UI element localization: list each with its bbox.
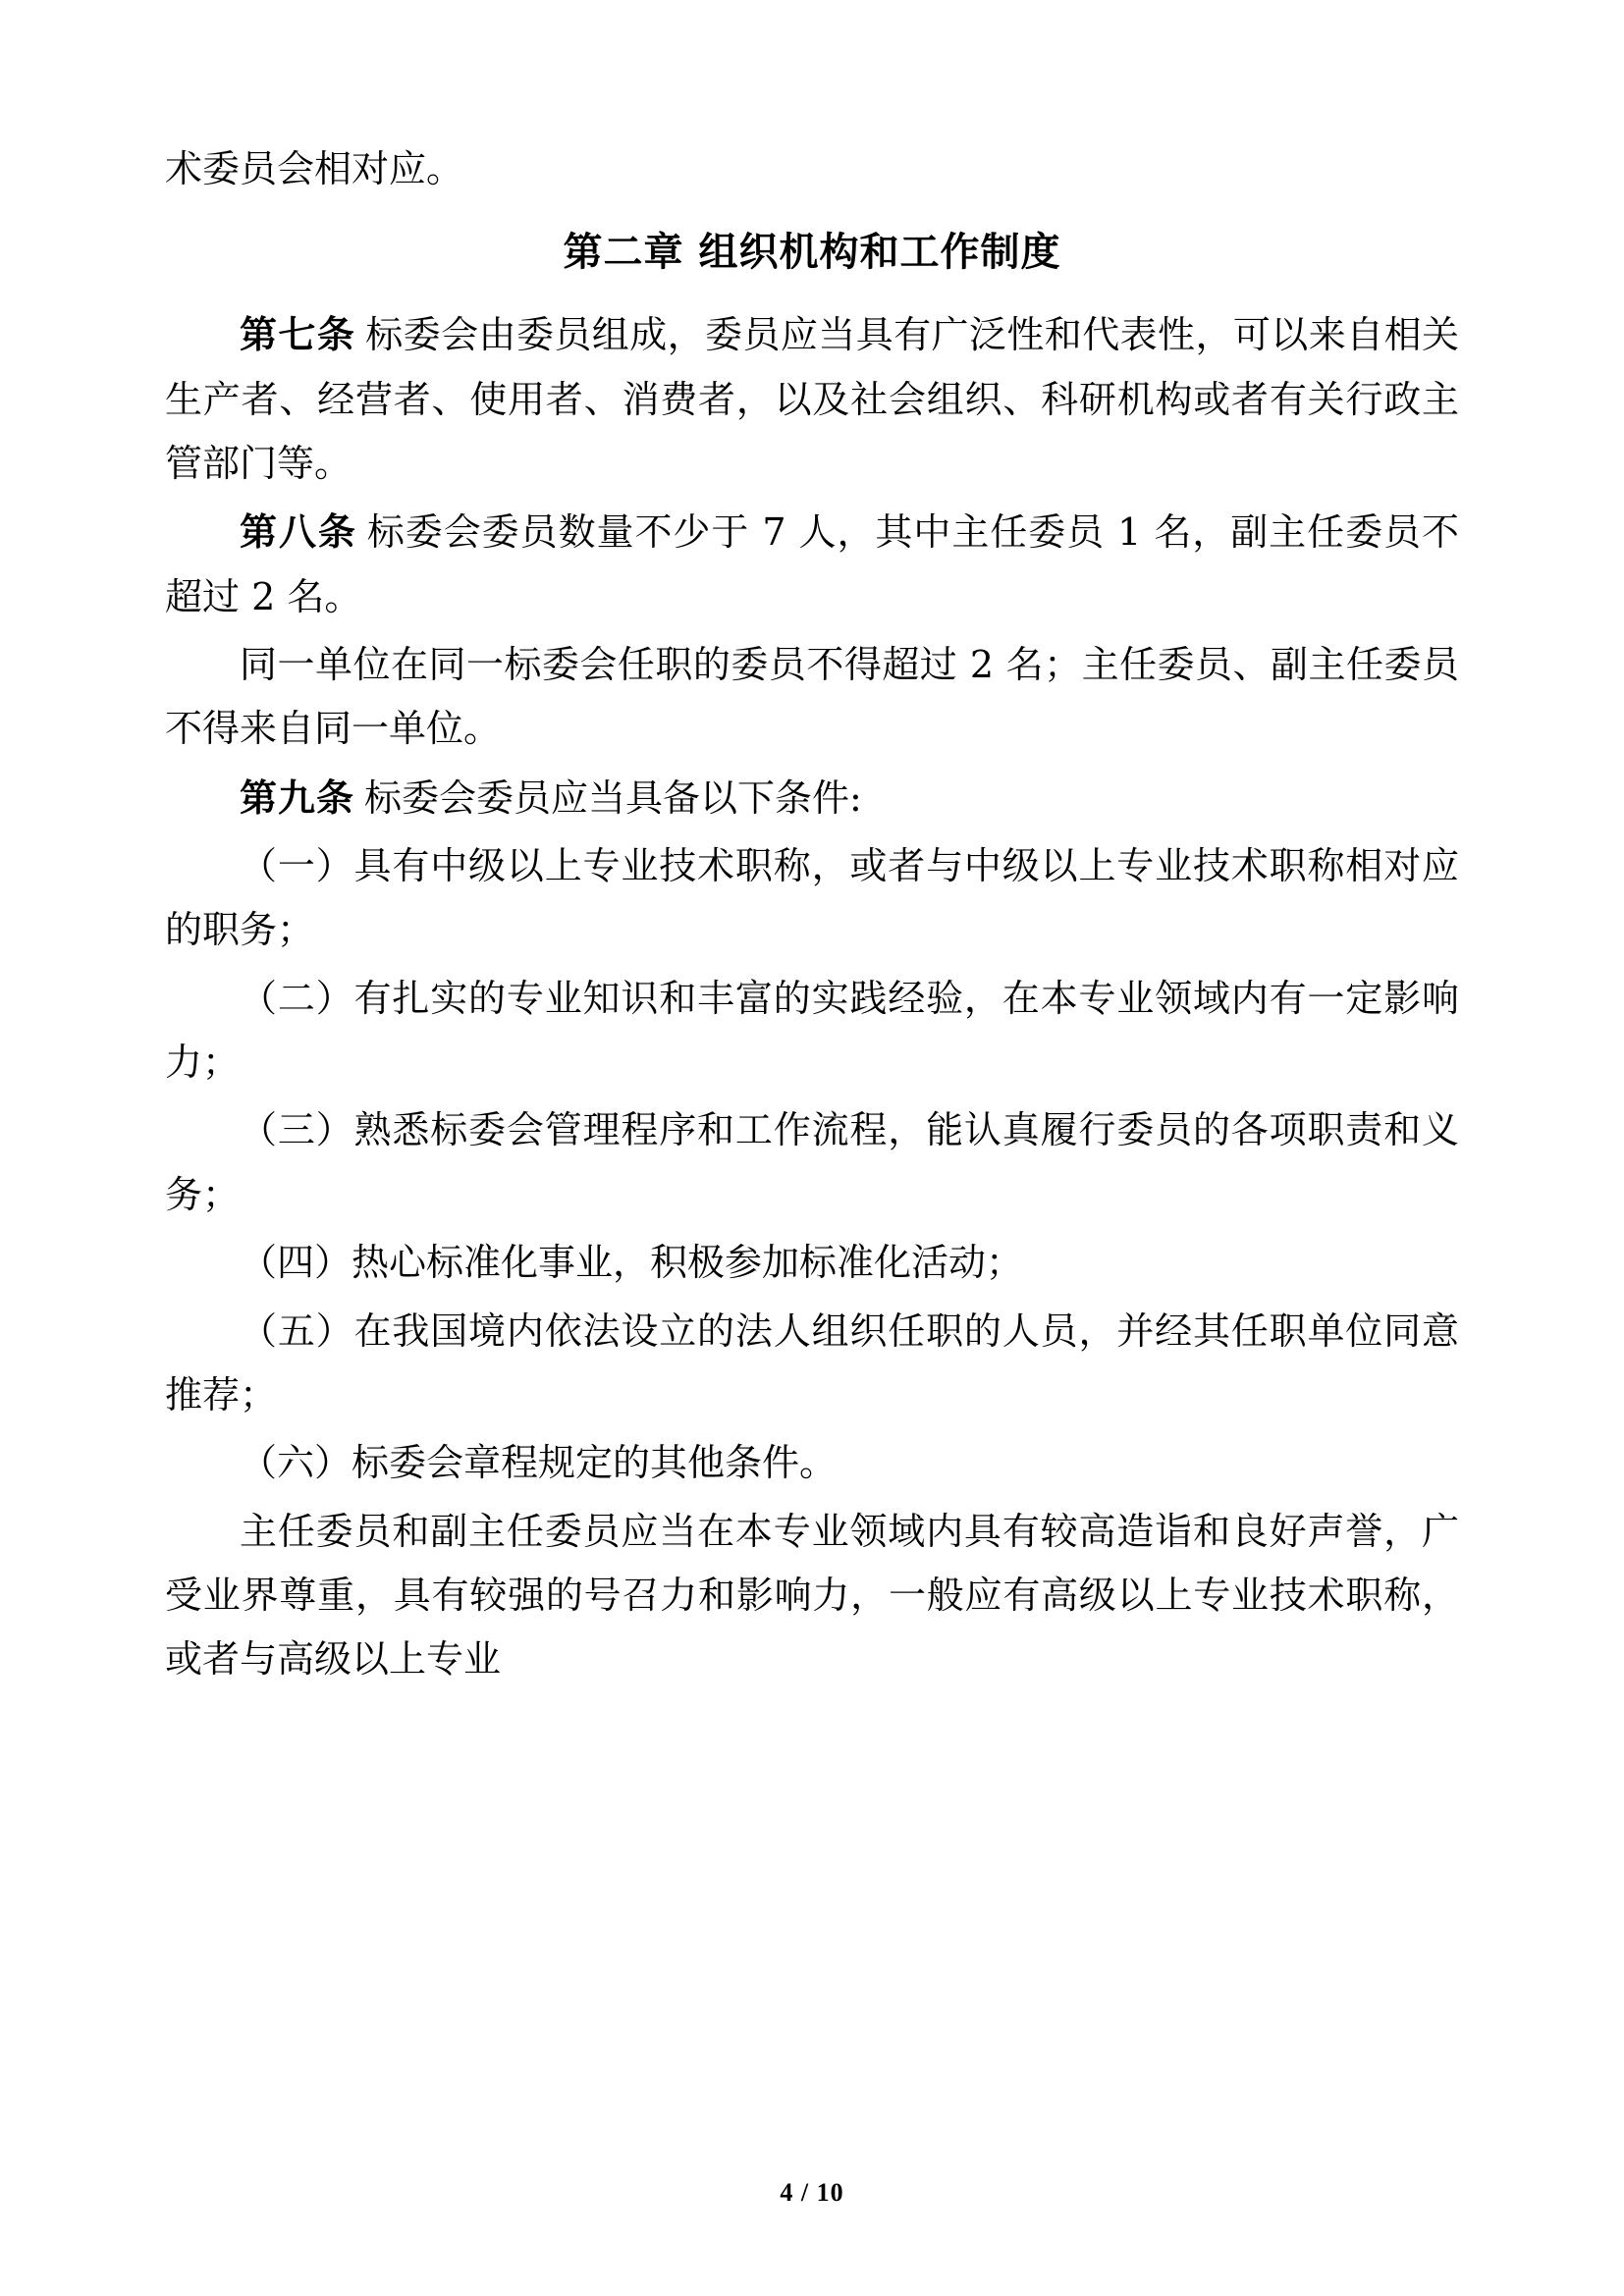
article-label-8: 第八条 <box>240 509 357 555</box>
list-item: （二）有扎实的专业知识和丰富的实践经验，在本专业领域内有一定影响力； <box>165 976 1459 1085</box>
article-text-7: 标委会由委员组成，委员应当具有广泛性和代表性，可以来自相关生产者、经营者、使用者、消费者，以及社会组织、科研机构或者有关行政主管部门等。 <box>165 313 1459 485</box>
article-paragraph-9 <box>165 766 1459 830</box>
list-item: （六）标委会章程规定的其他条件。 <box>240 1441 838 1485</box>
article-text-9: 标委会委员应当具备以下条件: <box>364 775 862 820</box>
continued-text-line: 术委员会相对应。 <box>165 147 464 190</box>
article-text-8: 标委会委员数量不少于 7 人，其中主任委员 1 名，副主任委员不超过 2 名。 <box>165 510 1459 618</box>
article-paragraph-8 <box>165 500 1459 629</box>
list-item: （四）热心标准化事业，积极参加标准化活动； <box>240 1241 1024 1285</box>
article-label-7: 第七条 <box>240 312 356 357</box>
article-label-9: 第九条 <box>240 774 355 820</box>
list-item: （五）在我国境内依法设立的法人组织任职的人员，并经其任职单位同意推荐； <box>165 1308 1459 1416</box>
chapter-heading: 第二章 组织机构和工作制度 <box>563 229 1061 276</box>
document-body <box>165 137 1459 1692</box>
page-number: 4 / 10 <box>780 2178 844 2207</box>
article-paragraph-7 <box>165 302 1459 496</box>
article-text-8b: 同一单位在同一标委会任职的委员不得超过 2 名；主任委员、副主任委员不得来自同一单位。 <box>165 642 1459 751</box>
list-item: （一）具有中级以上专业技术职称，或者与中级以上专业技术职称相对应的职务； <box>165 844 1459 952</box>
list-item: （三）熟悉标委会管理程序和工作流程，能认真履行委员的各项职责和义务； <box>165 1108 1459 1216</box>
closing-paragraph: 主任委员和副主任委员应当在本专业领域内具有较高造诣和良好声誉，广受业界尊重，具有较强的号召力和影响力，一般应有高级以上专业技术职称，或者与高级以上专业 <box>165 1509 1459 1682</box>
article-paragraph-8b <box>165 633 1459 762</box>
